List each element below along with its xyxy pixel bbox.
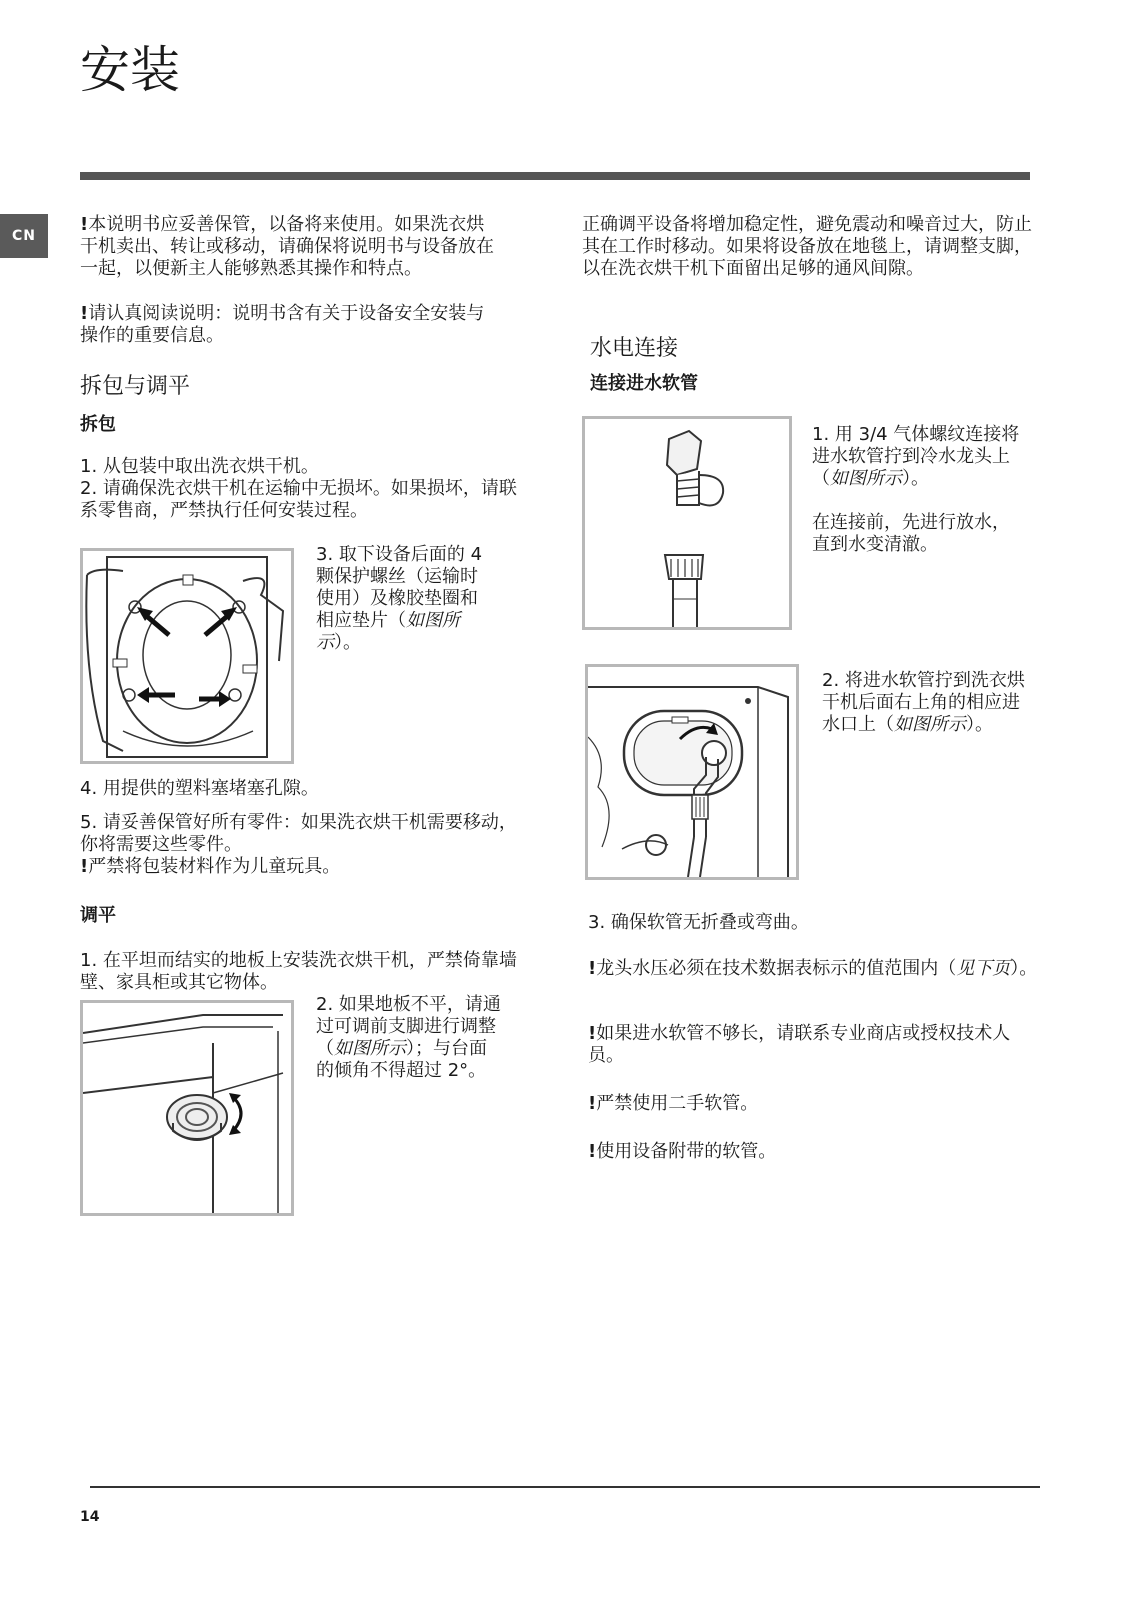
unpack-step-5: 5. 请妥善保管好所有零件：如果洗衣烘干机需要移动，你将需要这些零件。 bbox=[80, 812, 517, 855]
unpack-step-3-end: ）。 bbox=[334, 632, 361, 653]
warning-water-pressure-text: 龙头水压必须在技术数据表标示的值范围内（ bbox=[596, 958, 957, 979]
see-figure-note: 如图所示 bbox=[334, 1038, 406, 1059]
washer-back-illustration bbox=[83, 551, 291, 761]
hose-step-1 bbox=[812, 424, 1022, 490]
subsection-title-level: 调平 bbox=[80, 905, 116, 926]
page-title: 安装 bbox=[80, 41, 180, 99]
footer-divider bbox=[90, 1486, 1040, 1488]
subsection-title-inlet-hose: 连接进水软管 bbox=[590, 373, 698, 394]
unpack-step-2: 2. 请确保洗衣烘干机在运输中无损坏。如果损坏，请联系零售商，严禁执行任何安装过程。 bbox=[80, 478, 517, 521]
warning-supplied-hose bbox=[588, 1141, 1038, 1163]
figure-adjustable-foot bbox=[80, 1000, 294, 1216]
figure-tap-connection bbox=[582, 416, 792, 630]
warning-mark: ! bbox=[80, 303, 89, 324]
hose-step-3: 3. 确保软管无折叠或弯曲。 bbox=[588, 912, 809, 933]
tap-and-hose-illustration bbox=[585, 419, 789, 627]
intro-paragraph-1 bbox=[80, 214, 500, 280]
unpack-step-4: 4. 用提供的塑料塞堵塞孔隙。 bbox=[80, 778, 319, 799]
level-step-2-text: 2. 如果地板不平，请通过可调前支脚进行调整（ bbox=[316, 994, 501, 1059]
unpack-step-1: 1. 从包装中取出洗衣烘干机。 bbox=[80, 456, 319, 477]
warning-water-pressure bbox=[588, 958, 1043, 980]
level-step-1: 1. 在平坦而结实的地板上安装洗衣烘干机，严禁倚靠墙壁、家具柜或其它物体。 bbox=[80, 950, 517, 993]
figure-transport-screws bbox=[80, 548, 294, 764]
subsection-title-unpack: 拆包 bbox=[80, 414, 116, 435]
see-next-page-note: 见下页 bbox=[956, 958, 1011, 979]
hose-step-2-end: ）。 bbox=[966, 714, 993, 735]
warning-mark: ! bbox=[588, 958, 597, 979]
hose-step-1-note: 在连接前，先进行放水，直到水变清澈。 bbox=[812, 512, 1010, 555]
warning-mark: ! bbox=[80, 856, 89, 877]
intro-text-2: 请认真阅读说明：说明书含有关于设备安全安装与操作的重要信息。 bbox=[80, 303, 485, 346]
unpack-warning-text: 严禁将包装材料作为儿童玩具。 bbox=[88, 856, 341, 877]
hose-step-2-text: 2. 将进水软管拧到洗衣烘干机后面右上角的相应进水口上（ bbox=[822, 670, 1025, 735]
section-title-unpack-level: 拆包与调平 bbox=[80, 374, 191, 399]
see-figure-note: 如图所示 bbox=[894, 714, 966, 735]
warning-water-pressure-end: ）。 bbox=[1010, 958, 1038, 979]
warning-hose-length-text: 如果进水软管不够长，请联系专业商店或授权技术人员。 bbox=[588, 1023, 1011, 1066]
warning-used-hose bbox=[588, 1093, 1038, 1115]
hose-step-2 bbox=[822, 670, 1027, 736]
see-figure-note: 如图所示 bbox=[316, 610, 460, 653]
warning-hose-length bbox=[588, 1023, 1038, 1067]
header-divider bbox=[80, 172, 1030, 180]
level-note: 正确调平设备将增加稳定性，避免震动和噪音过大，防止其在工作时移动。如果将设备放在地毯上，请调整支脚，以在洗衣烘干机下面留出足够的通风间隙。 bbox=[582, 214, 1032, 279]
hose-step-1-text: 1. 用 3/4 气体螺纹连接将进水软管拧到冷水龙头上（ bbox=[812, 424, 1020, 489]
figure-inlet-connection bbox=[585, 664, 799, 880]
warning-mark: ! bbox=[80, 214, 89, 235]
inlet-hose-illustration bbox=[588, 667, 796, 877]
warning-supplied-hose-text: 使用设备附带的软管。 bbox=[596, 1141, 777, 1162]
unpack-step-3-text: 3. 取下设备后面的 4 颗保护螺丝（运输时使用）及橡胶垫圈和相应垫片（ bbox=[316, 544, 483, 631]
unpack-warning bbox=[80, 856, 520, 878]
intro-paragraph-2 bbox=[80, 303, 500, 347]
level-step-2 bbox=[316, 994, 501, 1082]
section-title-connections: 水电连接 bbox=[590, 336, 679, 361]
warning-used-hose-text: 严禁使用二手软管。 bbox=[596, 1093, 759, 1114]
warning-mark: ! bbox=[588, 1141, 597, 1162]
foot-adjust-illustration bbox=[83, 1003, 291, 1213]
language-tab: CN bbox=[0, 214, 48, 258]
warning-mark: ! bbox=[588, 1093, 597, 1114]
intro-text-1: 本说明书应妥善保管，以备将来使用。如果洗衣烘干机卖出、转让或移动，请确保将说明书与设备放在一起，以便新主人能够熟悉其操作和特点。 bbox=[80, 214, 494, 279]
level-step-2-end: ）；与台面的倾角不得超过 2°。 bbox=[316, 1038, 487, 1081]
page-number: 14 bbox=[80, 1509, 100, 1525]
unpack-step-3 bbox=[316, 544, 486, 654]
warning-mark: ! bbox=[588, 1023, 597, 1044]
hose-step-1-end: ）。 bbox=[902, 468, 929, 489]
see-figure-note: 如图所示 bbox=[830, 468, 902, 489]
